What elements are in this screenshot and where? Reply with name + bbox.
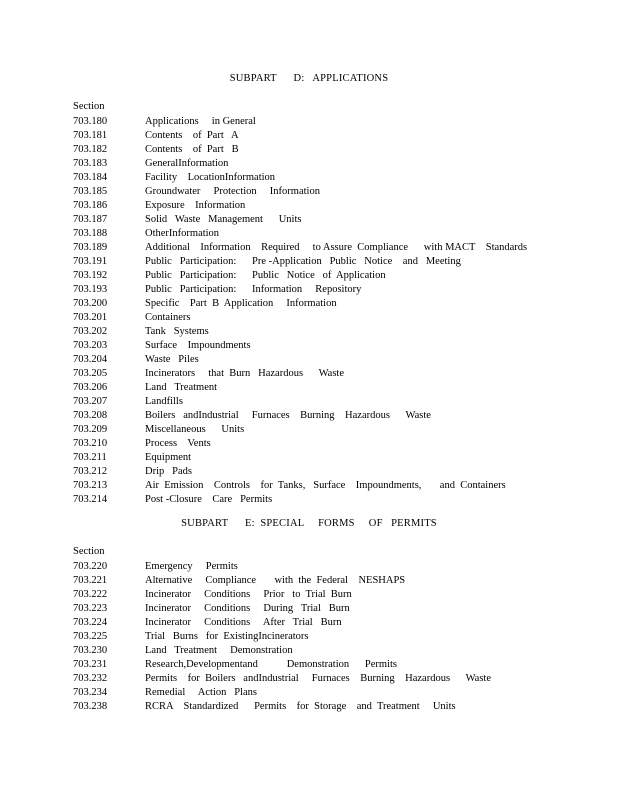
section-row — [73, 157, 527, 171]
section-row — [73, 493, 527, 507]
section-title: Exposure Information — [145, 200, 246, 211]
section-number: 703.192 — [73, 270, 108, 281]
section-row — [73, 311, 527, 325]
section-number: 703.187 — [73, 214, 108, 225]
section-title: Incinerator Conditions Prior to Trial Burn — [145, 589, 352, 600]
section-row — [73, 241, 527, 255]
section-title: Tank Systems — [145, 326, 209, 337]
section-title: Equipment — [145, 452, 192, 463]
section-row — [73, 297, 527, 311]
section-title: Research,Developmentand Demonstration Permits — [145, 659, 397, 670]
section-title: Air Emission Controls for Tanks, Surface Impoundments, and Containers — [145, 480, 506, 491]
section-number: 703.205 — [73, 368, 108, 379]
section-title: Drip Pads — [145, 466, 192, 477]
section-row — [73, 479, 527, 493]
section-title: Miscellaneous Units — [145, 424, 245, 435]
section-row — [73, 451, 527, 465]
section-title: Specific Part B Application Information — [145, 298, 337, 309]
section-row — [73, 409, 527, 423]
section-number: 703.230 — [73, 645, 108, 656]
section-number: 703.186 — [73, 200, 108, 211]
section-title: Groundwater Protection Information — [145, 186, 320, 197]
section-number: 703.181 — [73, 130, 108, 141]
section-title: Land Treatment — [145, 382, 218, 393]
section-row — [73, 199, 527, 213]
section-number: 703.200 — [73, 298, 108, 309]
section-title: Containers — [145, 312, 191, 323]
subpart-d-section-list — [73, 115, 527, 507]
section-row — [73, 367, 527, 381]
section-row — [73, 325, 527, 339]
section-number: 703.207 — [73, 396, 108, 407]
section-row — [73, 423, 527, 437]
section-number: 703.208 — [73, 410, 108, 421]
section-row — [73, 283, 527, 297]
section-number: 703.210 — [73, 438, 108, 449]
section-title: Additional Information Required to Assure Compliance with MACT Standards — [145, 242, 528, 253]
section-label: Section — [73, 546, 105, 557]
section-row — [73, 588, 491, 602]
section-title: Applications in General — [145, 116, 256, 127]
section-number: 703.184 — [73, 172, 108, 183]
section-row — [73, 339, 527, 353]
section-number: 703.201 — [73, 312, 108, 323]
section-title: Public Participation: Information Repository — [145, 284, 362, 295]
section-row — [73, 115, 527, 129]
section-title: Incinerator Conditions During Trial Burn — [145, 603, 350, 614]
section-title: Incinerators that Burn Hazardous Waste — [145, 368, 344, 379]
section-number: 703.202 — [73, 326, 108, 337]
section-number: 703.188 — [73, 228, 108, 239]
section-row — [73, 672, 491, 686]
section-number: 703.232 — [73, 673, 108, 684]
section-title: Facility LocationInformation — [145, 172, 276, 183]
section-title: Landfills — [145, 396, 183, 407]
section-title: Land Treatment Demonstration — [145, 645, 293, 656]
subpart-e-heading: SUBPART E: SPECIAL FORMS OF PERMITS — [181, 518, 437, 529]
section-title: Contents of Part B — [145, 144, 239, 155]
section-row — [73, 171, 527, 185]
section-row — [73, 644, 491, 658]
section-row — [73, 630, 491, 644]
section-row — [73, 700, 491, 714]
section-number: 703.211 — [73, 452, 107, 463]
subpart-e-section-list — [73, 560, 491, 714]
section-title: OtherInformation — [145, 228, 220, 239]
section-number: 703.222 — [73, 589, 108, 600]
section-title: Public Participation: Pre -Application Public Notice and Meeting — [145, 256, 461, 267]
section-number: 703.214 — [73, 494, 108, 505]
section-row — [73, 395, 527, 409]
section-row — [73, 658, 491, 672]
section-title: Incinerator Conditions After Trial Burn — [145, 617, 342, 628]
section-row — [73, 269, 527, 283]
section-number: 703.220 — [73, 561, 108, 572]
section-title: Post -Closure Care Permits — [145, 494, 273, 505]
section-number: 703.238 — [73, 701, 108, 712]
section-row — [73, 602, 491, 616]
subpart-d-heading: SUBPART D: APPLICATIONS — [229, 73, 389, 84]
section-title: Surface Impoundments — [145, 340, 251, 351]
section-number: 703.180 — [73, 116, 108, 127]
section-number: 703.203 — [73, 340, 108, 351]
section-number: 703.193 — [73, 284, 108, 295]
section-row — [73, 437, 527, 451]
section-number: 703.212 — [73, 466, 108, 477]
section-row — [73, 560, 491, 574]
section-row — [73, 213, 527, 227]
section-row — [73, 686, 491, 700]
section-number: 703.182 — [73, 144, 108, 155]
section-title: Remedial Action Plans — [145, 687, 257, 698]
section-number: 703.221 — [73, 575, 108, 586]
section-row — [73, 353, 527, 367]
section-title: Emergency Permits — [145, 561, 238, 572]
section-row — [73, 574, 491, 588]
section-row — [73, 143, 527, 157]
section-title: Waste Piles — [145, 354, 199, 365]
section-number: 703.231 — [73, 659, 108, 670]
section-number: 703.234 — [73, 687, 108, 698]
section-number: 703.191 — [73, 256, 108, 267]
section-number: 703.213 — [73, 480, 108, 491]
section-title: Boilers andIndustrial Furnaces Burning Hazardous Waste — [145, 410, 431, 421]
section-row — [73, 185, 527, 199]
section-number: 703.185 — [73, 186, 108, 197]
section-number: 703.209 — [73, 424, 108, 435]
section-title: Permits for Boilers andIndustrial Furnaces Burning Hazardous Waste — [145, 673, 491, 684]
section-number: 703.189 — [73, 242, 108, 253]
section-title: RCRA Standardized Permits for Storage and Treatment Units — [145, 701, 456, 712]
section-number: 703.223 — [73, 603, 108, 614]
section-label: Section — [73, 101, 105, 112]
section-title: Contents of Part A — [145, 130, 239, 141]
section-title: Public Participation: Public Notice of Application — [145, 270, 386, 281]
section-title: Alternative Compliance with the Federal NESHAPS — [145, 575, 406, 586]
section-title: Trial Burns for ExistingIncinerators — [145, 631, 309, 642]
section-title: Solid Waste Management Units — [145, 214, 302, 225]
section-row — [73, 227, 527, 241]
section-row — [73, 616, 491, 630]
section-row — [73, 129, 527, 143]
section-row — [73, 381, 527, 395]
section-number: 703.224 — [73, 617, 108, 628]
section-number: 703.204 — [73, 354, 108, 365]
section-number: 703.206 — [73, 382, 108, 393]
section-title: GeneralInformation — [145, 158, 229, 169]
section-number: 703.183 — [73, 158, 108, 169]
section-title: Process Vents — [145, 438, 211, 449]
section-row — [73, 465, 527, 479]
section-row — [73, 255, 527, 269]
section-number: 703.225 — [73, 631, 108, 642]
